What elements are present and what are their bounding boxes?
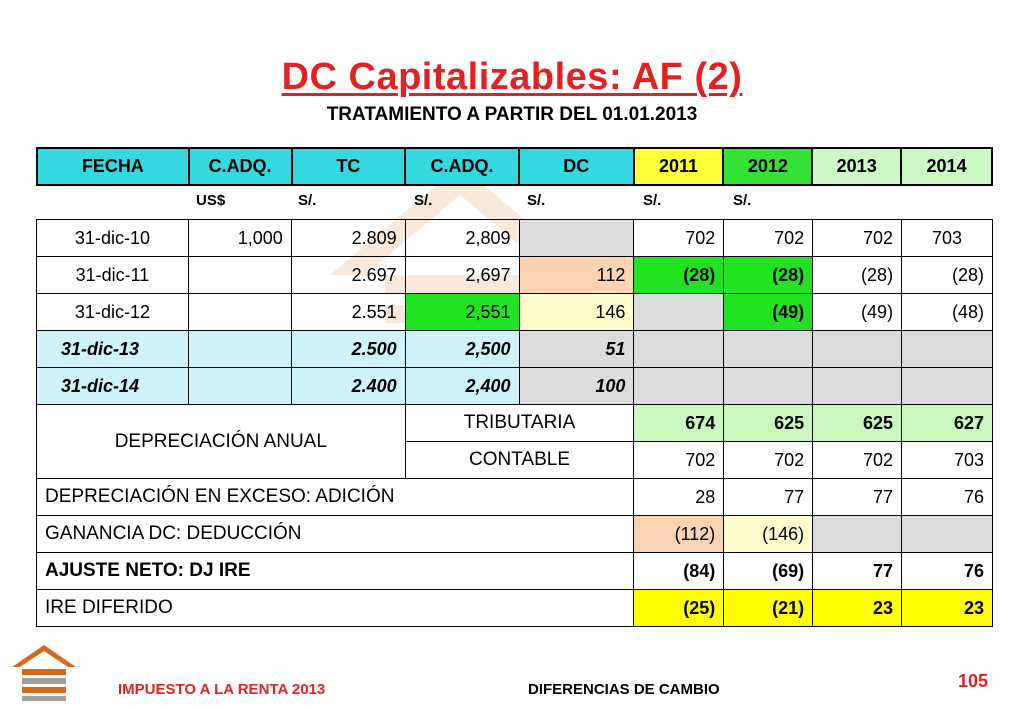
header-table xyxy=(36,147,993,186)
unit-label: S/. xyxy=(733,192,752,209)
cell-fecha: 31-dic-13 xyxy=(37,331,189,368)
cell-tc: 2.551 xyxy=(291,294,405,331)
cell-fecha: 31-dic-11 xyxy=(37,257,189,294)
table-row xyxy=(37,368,993,405)
table-row xyxy=(37,331,993,368)
cell-2011 xyxy=(634,294,724,331)
table-row xyxy=(37,220,993,257)
page-number: 105 xyxy=(958,671,989,691)
cell-2013: (28) xyxy=(813,257,902,294)
cell-2014 xyxy=(902,368,993,405)
cell-cadq-usd xyxy=(188,331,291,368)
header-cadq-usd: C.ADQ. xyxy=(189,148,292,185)
tributaria-2012: 625 xyxy=(724,405,813,442)
cell-2013: (49) xyxy=(813,294,902,331)
cell-cadq-soles: 2,809 xyxy=(405,220,519,257)
depreciacion-tributaria-row xyxy=(37,405,993,442)
cell-cadq-usd xyxy=(188,368,291,405)
header-dc: DC xyxy=(519,148,634,185)
exceso-2011: 28 xyxy=(634,479,724,516)
ajuste-2013: 77 xyxy=(813,553,902,590)
header-2013: 2013 xyxy=(812,148,901,185)
cell-2012: (49) xyxy=(724,294,813,331)
cell-2013 xyxy=(813,368,902,405)
ire-2011: (25) xyxy=(634,590,724,627)
cell-cadq-usd xyxy=(188,257,291,294)
header-tc: TC xyxy=(292,148,406,185)
ganancia-2012: (146) xyxy=(724,516,813,553)
contable-2011: 702 xyxy=(634,442,724,479)
ganancia-2013 xyxy=(813,516,902,553)
unit-label: S/. xyxy=(414,192,433,209)
tributaria-2011: 674 xyxy=(634,405,724,442)
tributaria-2014: 627 xyxy=(902,405,993,442)
cell-2014 xyxy=(902,331,993,368)
cell-tc: 2.400 xyxy=(291,368,405,405)
header-cadq-soles: C.ADQ. xyxy=(405,148,519,185)
ajuste-2012: (69) xyxy=(724,553,813,590)
ajuste-label: AJUSTE NETO: DJ IRE xyxy=(37,553,634,590)
tributaria-2013: 625 xyxy=(813,405,902,442)
cell-2011 xyxy=(634,368,724,405)
cell-fecha: 31-dic-10 xyxy=(37,220,189,257)
exceso-2014: 76 xyxy=(902,479,993,516)
cell-dc: 146 xyxy=(519,294,634,331)
cell-dc: 100 xyxy=(519,368,634,405)
cell-2013 xyxy=(813,331,902,368)
table-row xyxy=(37,257,993,294)
depreciacion-anual-label: DEPRECIACIÓN ANUAL xyxy=(37,405,406,479)
exceso-2012: 77 xyxy=(724,479,813,516)
ajuste-2014: 76 xyxy=(902,553,993,590)
ganancia-row xyxy=(37,516,993,553)
ajuste-2011: (84) xyxy=(634,553,724,590)
table-row xyxy=(37,294,993,331)
ajuste-row xyxy=(37,553,993,590)
exceso-label: DEPRECIACIÓN EN EXCESO: ADICIÓN xyxy=(37,479,634,516)
contable-2014: 703 xyxy=(902,442,993,479)
footer-center: DIFERENCIAS DE CAMBIO xyxy=(528,681,720,698)
cell-cadq-soles: 2,400 xyxy=(405,368,519,405)
cell-cadq-usd: 1,000 xyxy=(188,220,291,257)
exceso-row xyxy=(37,479,993,516)
cell-2012 xyxy=(724,368,813,405)
contable-label: CONTABLE xyxy=(405,442,634,479)
page-subtitle: TRATAMIENTO A PARTIR DEL 01.01.2013 xyxy=(326,104,698,125)
cell-2014: 703 xyxy=(902,220,993,257)
header-2014: 2014 xyxy=(901,148,992,185)
header-row xyxy=(37,148,992,185)
cell-2011 xyxy=(634,331,724,368)
header-fecha: FECHA xyxy=(37,148,189,185)
cell-2012: 702 xyxy=(724,220,813,257)
cell-2013: 702 xyxy=(813,220,902,257)
contable-2013: 702 xyxy=(813,442,902,479)
data-table xyxy=(36,219,993,627)
exceso-2013: 77 xyxy=(813,479,902,516)
cell-tc: 2.697 xyxy=(291,257,405,294)
company-logo-icon xyxy=(12,645,76,701)
header-2011: 2011 xyxy=(634,148,724,185)
footer-left: IMPUESTO A LA RENTA 2013 xyxy=(118,681,326,698)
contable-2012: 702 xyxy=(724,442,813,479)
cell-dc xyxy=(519,220,634,257)
cell-2011: (28) xyxy=(634,257,724,294)
cell-2012: (28) xyxy=(724,257,813,294)
ganancia-2014 xyxy=(902,516,993,553)
cell-2014: (48) xyxy=(902,294,993,331)
cell-dc: 112 xyxy=(519,257,634,294)
cell-tc: 2.500 xyxy=(291,331,405,368)
cell-fecha: 31-dic-14 xyxy=(37,368,189,405)
ire-2012: (21) xyxy=(724,590,813,627)
cell-fecha: 31-dic-12 xyxy=(37,294,189,331)
ganancia-label: GANANCIA DC: DEDUCCIÓN xyxy=(37,516,634,553)
ire-row xyxy=(37,590,993,627)
cell-cadq-soles: 2,551 xyxy=(405,294,519,331)
cell-2012 xyxy=(724,331,813,368)
unit-label: S/. xyxy=(643,192,662,209)
cell-cadq-soles: 2,500 xyxy=(405,331,519,368)
cell-cadq-soles: 2,697 xyxy=(405,257,519,294)
cell-dc: 51 xyxy=(519,331,634,368)
ire-2014: 23 xyxy=(902,590,993,627)
ire-label: IRE DIFERIDO xyxy=(37,590,634,627)
tributaria-label: TRIBUTARIA xyxy=(405,405,634,442)
unit-label: S/. xyxy=(298,192,317,209)
unit-label: S/. xyxy=(527,192,546,209)
ganancia-2011: (112) xyxy=(634,516,724,553)
page-title: DC Capitalizables: AF (2) xyxy=(281,56,743,98)
header-2012: 2012 xyxy=(723,148,812,185)
cell-2014: (28) xyxy=(902,257,993,294)
unit-label: US$ xyxy=(196,192,226,209)
cell-cadq-usd xyxy=(188,294,291,331)
cell-2011: 702 xyxy=(634,220,724,257)
ire-2013: 23 xyxy=(813,590,902,627)
cell-tc: 2.809 xyxy=(291,220,405,257)
